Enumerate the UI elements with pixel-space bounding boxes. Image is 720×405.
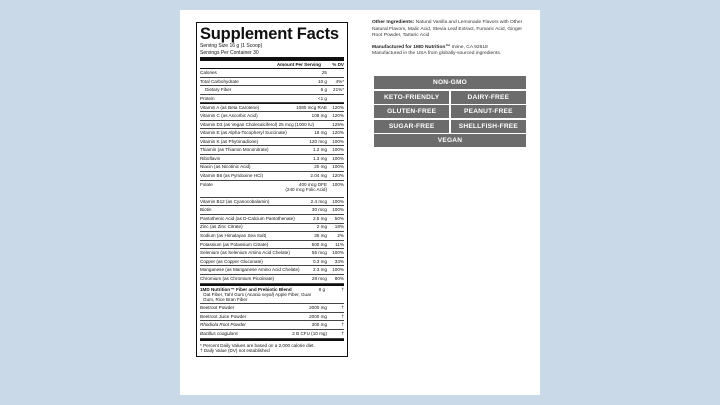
nutrient-name: Vitamin A (as Beta Carotene) (200, 104, 260, 110)
nutrient-name: Beetroot Powder (200, 305, 235, 311)
nutrient-amount: 35 mg (314, 233, 327, 239)
nutrient-dv: 80% (334, 276, 344, 281)
nutrient-name: Vitamin E (as Alpha-Tocopheryl Succinate) (200, 130, 287, 136)
nutrient-row (200, 86, 344, 95)
nutrient-amount: 2.4 mcg (310, 198, 327, 204)
nutrient-row (200, 241, 344, 250)
nutrient-dv: 125% (332, 121, 344, 127)
nutrient-amount: 10 g (318, 78, 327, 84)
nutrient-name: Potassium (as Potassium Citrate) (200, 241, 269, 247)
dv-header: % DV (332, 62, 344, 67)
servings-per-container: Servings Per Container 30 (200, 49, 259, 56)
nutrient-dv: † (341, 330, 344, 336)
nutrient-row (200, 121, 344, 130)
footnote-dv: * Percent Daily Values are based on a 2,000 calorie diet. (200, 342, 315, 348)
nutrient-name: Selenium (as Selenium Amino Acid Chelate) (200, 250, 290, 256)
ingredient-info (372, 20, 532, 63)
nutrient-amount: 2.5 mg (312, 215, 327, 221)
nutrient-name: Sodium (as Himalayan Sea Salt) (200, 233, 267, 239)
facts-header (200, 62, 344, 69)
nutrient-dv: 100% (332, 267, 344, 273)
nutrient-row (200, 138, 344, 147)
nutrient-name: Vitamin B6 (as Pyridoxine HCl) (200, 173, 263, 179)
nutrient-row (200, 304, 344, 313)
nutrient-dv: 100% (332, 198, 344, 204)
nutrient-row (200, 249, 344, 258)
nutrient-row (200, 266, 344, 275)
other-ingredients: Other Ingredients: Natural Vanilla and Lemonade Flavors with Other Natural Flavors, Malic Acid, Stevia Leaf Extract, Fumaric Acid, Ginger Root Powder, Tartaric Acid (372, 20, 523, 39)
divider (200, 57, 344, 61)
nutrient-amount: 18 mg (314, 130, 327, 136)
nutrient-dv: 18% (334, 224, 344, 230)
nutrient-name: Vitamin K (as Phytonadione) (200, 138, 259, 144)
nutrient-amount: 1080 mcg RAE (296, 104, 327, 110)
nutrient-amount: 6 g (320, 87, 327, 93)
nutrient-amount: 30 mcg (311, 207, 327, 213)
nutrient-dv: 100% (332, 164, 344, 170)
amount-header: Amount Per Serving (276, 62, 321, 67)
nutrient-amount: 120 mcg (309, 138, 327, 144)
nutrient-row (200, 172, 344, 181)
badge-peanut-free: PEANUT-FREE (451, 105, 526, 118)
nutrient-dv: 120% (332, 130, 344, 136)
blend-name: 1MD Nutrition™ Fiber and Prebiotic Blend (200, 286, 292, 292)
badge-sugar-free: SUGAR-FREE (374, 120, 449, 133)
nutrient-row (200, 164, 344, 173)
nutrient-row (200, 78, 344, 87)
nutrient-dv: † (341, 313, 344, 319)
nutrient-amount: 20 mg (314, 164, 327, 170)
nutrient-amount: 500 mg (311, 241, 327, 247)
nutrient-amount: 25 (321, 69, 327, 75)
footnote-not-established: † Daily Value (DV) not established (200, 348, 270, 354)
nutrient-name: Biotin (200, 207, 212, 213)
nutrient-dv: † (341, 322, 344, 328)
nutrient-list (200, 69, 344, 284)
nutrient-dv: 4%* (335, 78, 344, 84)
facts-title: Supplement Facts (200, 25, 339, 43)
nutrient-row (200, 95, 344, 104)
nutrient-row (200, 146, 344, 155)
nutrient-dv: 33% (334, 258, 344, 264)
nutrient-row (200, 215, 344, 224)
nutrient-dv: † (341, 305, 344, 311)
nutrient-name: Manganese (as Manganese Amino Acid Chelate) (200, 267, 300, 273)
blend-amount: 8 g (318, 286, 325, 292)
serving-size: Serving Size 16 g (1 Scoop) (200, 43, 263, 49)
nutrient-name: Riboflavin (200, 155, 221, 161)
nutrient-dv: 120% (332, 112, 344, 118)
nutrient-row (200, 313, 344, 322)
nutrient-name: Protein (200, 95, 215, 101)
manufacturer: Manufactured for 1MD Nutrition™ Irvine, CA 92618 Manufactured in the USA from globally-sourced ingredients. (372, 44, 502, 57)
nutrient-name: Pantothenic Acid (as D-Calcium Pantothenate) (200, 215, 295, 221)
badge-dairy-free: DAIRY-FREE (451, 91, 526, 104)
blend-dv: † (341, 286, 344, 292)
nutrient-amount: 55 mcg (311, 250, 327, 256)
badge-shellfish-free: SHELLFISH-FREE (451, 120, 526, 133)
nutrient-dv: 50% (334, 215, 344, 221)
nutrient-row (200, 330, 344, 339)
nutrient-dv: 100% (332, 207, 344, 213)
nutrient-name: Bacillus coagulans (200, 330, 239, 336)
nutrient-amount: 2.3 mg (312, 267, 327, 273)
nutrient-row (200, 112, 344, 121)
nutrient-amount: 2 mg (316, 224, 327, 230)
nutrient-row (200, 258, 344, 267)
nutrient-amount: 1.3 mg (312, 155, 327, 161)
nutrient-name: Vitamin B12 (as Cyanocobalamin) (200, 198, 270, 204)
nutrient-amount: <1 g (317, 95, 327, 101)
nutrient-amount: 2 B CFU (10 mg) (292, 330, 327, 336)
nutrient-row (200, 129, 344, 138)
nutrient-dv: 100% (332, 155, 344, 161)
badge-vegan: VEGAN (374, 134, 526, 147)
nutrient-amount: 2000 mg (309, 305, 327, 311)
supplement-facts-panel (196, 22, 348, 357)
nutrient-amount: 400 mcg DFE (240 mcg Folic Acid) (285, 181, 327, 193)
nutrient-dv: 100% (332, 147, 344, 153)
nutrient-dv: 100% (332, 250, 344, 256)
nutrient-row (200, 181, 344, 198)
nutrient-dv: 100% (332, 138, 344, 144)
extra-list (200, 304, 344, 338)
nutrient-name: Total Carbohydrate (200, 78, 239, 84)
badge-panel (374, 76, 526, 149)
nutrient-name: Chromium (as Chromium Picolinate) (200, 276, 275, 281)
nutrient-row (200, 198, 344, 207)
nutrient-amount: 28 mcg (311, 276, 327, 281)
nutrient-name: Rhodiola Root Powder (200, 322, 246, 328)
nutrient-name: Beetroot Juice Powder (200, 313, 247, 319)
nutrient-amount: 1.2 mg (312, 147, 327, 153)
nutrient-name: Dietary Fiber (205, 87, 232, 93)
nutrient-name: Niacin (as Nicotinic Acid) (200, 164, 251, 170)
footnotes (200, 339, 344, 355)
nutrient-dv: 120% (332, 104, 344, 110)
nutrient-row (200, 206, 344, 215)
nutrient-name: Zinc (as Zinc Citrate) (200, 224, 243, 230)
blend-row (200, 284, 344, 305)
nutrient-name: Thiamin (as Thiamin Mononitrate) (200, 147, 269, 153)
blend-ingredients: Oat Fiber, Tahl Gum (Acacia seyal) Apple Fiber, Guar Gum, Rice Bran Fiber (203, 291, 312, 303)
nutrient-amount: 300 mg (311, 322, 327, 328)
nutrient-row (200, 69, 344, 78)
nutrient-row (200, 321, 344, 330)
nutrient-name: Folate (200, 181, 213, 187)
nutrient-amount: 2000 mg (309, 313, 327, 319)
nutrient-row (200, 275, 344, 284)
badge-keto: KETO-FRIENDLY (374, 91, 449, 104)
nutrient-row (200, 155, 344, 164)
nutrient-dv: 11% (335, 241, 344, 247)
nutrient-name: Vitamin C (as Ascorbic Acid) (200, 112, 258, 118)
nutrient-amount: 2.04 mg (310, 173, 327, 179)
nutrient-dv: 2% (337, 233, 344, 239)
nutrient-row (200, 224, 344, 233)
nutrient-dv: 120% (332, 173, 344, 179)
nutrient-dv: 21%* (333, 87, 344, 93)
nutrient-name: Copper (as Copper Gluconate) (200, 258, 263, 264)
nutrient-name: Vitamin D3 (as Vegan Cholecalciferol) 25 mcg (1000 IU) (200, 121, 315, 127)
badge-gluten-free: GLUTEN-FREE (374, 105, 449, 118)
nutrient-amount: 108 mg (311, 112, 327, 118)
nutrient-name: Calories (200, 69, 217, 75)
nutrient-amount: 0.3 mg (312, 258, 327, 264)
nutrient-row (200, 103, 344, 112)
badge-non-gmo: NON-GMO (374, 76, 526, 89)
nutrient-dv: 100% (332, 181, 344, 187)
nutrient-row (200, 232, 344, 241)
